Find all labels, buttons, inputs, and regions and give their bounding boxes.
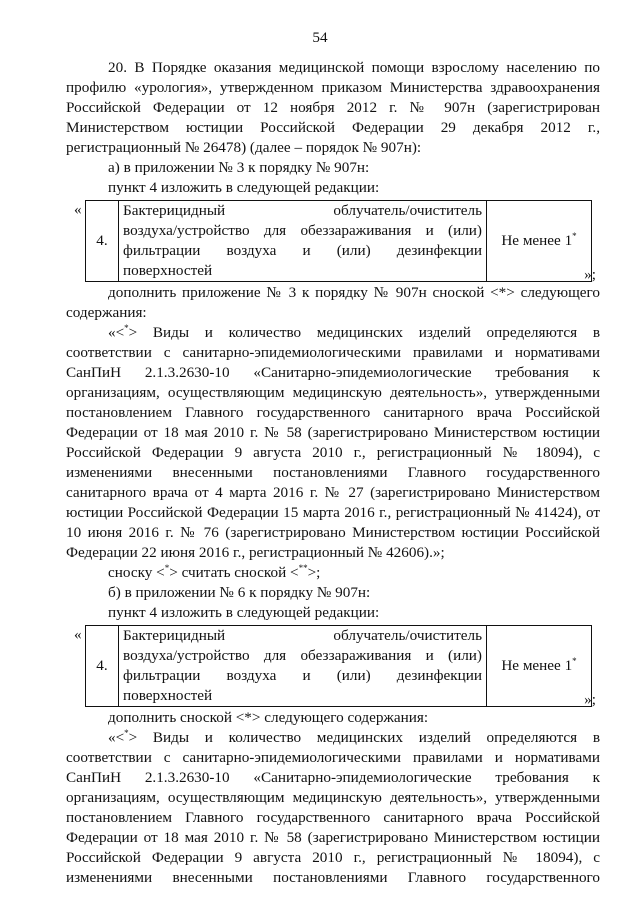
quantity-value: Не менее 1	[501, 232, 573, 249]
amendment-table-a	[66, 200, 600, 282]
item-4-intro-b: пункт 4 изложить в следующей редакции:	[108, 604, 380, 621]
table-b	[85, 625, 592, 707]
subparagraph-a: а) в приложении № 3 к порядку № 907н:	[108, 159, 370, 176]
table-a-quote-open: «	[74, 201, 82, 218]
amendment-table-b	[66, 625, 600, 707]
description-line: Бактерицидный облучатель/очиститель	[123, 627, 482, 644]
description-line: воздуха/устройство для обеззараживания и (или)	[123, 222, 482, 239]
item-4-intro-a: пункт 4 изложить в следующей редакции:	[108, 179, 380, 196]
table-row	[86, 626, 592, 707]
item-description	[119, 626, 487, 707]
subparagraph-b: б) в приложении № 6 к порядку № 907н:	[108, 584, 371, 601]
description-line: Бактерицидный облучатель/очиститель	[123, 202, 482, 219]
row-number: 4.	[86, 201, 119, 282]
footnote-b-text: «<*> Виды и количество медицинских изделий определяются в соответствии с санитарно-эпидемиологическими правилами и нормативами СанПиН 2.1.3.2630-10 «Санитарно-эпидемиологические требования к организациям, осуществляющим медицинскую деятельность», утвержденными постановлением Главного государственного санитарного врача Российской Федерации от 18 мая 2010 г. № 58 (зарегистрировано Министерством юстиции Российской Федерации 9 августа 2010 г., регистрационный № 18094), с изменениями внесенными постановлениями Главного государственного	[66, 727, 600, 886]
table-b-quote-close: »;	[584, 691, 596, 708]
renumber-footnote: сноску <*> считать сноской <**>;	[108, 562, 321, 581]
document-body	[66, 58, 600, 888]
quantity-cell	[487, 626, 592, 707]
footnote-mark: *	[572, 230, 577, 241]
description-line: поверхностей	[123, 262, 213, 279]
table-row	[86, 201, 592, 282]
row-number: 4.	[86, 626, 119, 707]
add-footnote-b: дополнить сноской <*> следующего содержания:	[108, 709, 429, 726]
quantity-value: Не менее 1	[501, 657, 573, 674]
description-line: фильтрации воздуха и (или) дезинфекции	[123, 242, 482, 259]
description-line: фильтрации воздуха и (или) дезинфекции	[123, 667, 482, 684]
add-footnote-a: дополнить приложение № 3 к порядку № 907н сноской <*> следующего содержания:	[66, 284, 600, 321]
paragraph-20: 20. В Порядке оказания медицинской помощи взрослому населению по профилю «урология», утвержденном приказом Министерства здравоохранения Российской Федерации от 12 ноября 2012 г. № 907н (зарегистрирован Министерством юстиции Российской Федерации 29 декабря 2012 г., регистрационный № 26478) (далее – порядок № 907н):	[66, 59, 600, 156]
table-b-quote-open: «	[74, 626, 82, 643]
description-line: воздуха/устройство для обеззараживания и (или)	[123, 647, 482, 664]
footnote-a-text: «<*> Виды и количество медицинских изделий определяются в соответствии с санитарно-эпидемиологическими правилами и нормативами СанПиН 2.1.3.2630-10 «Санитарно-эпидемиологические требования к организациям, осуществляющим медицинскую деятельность», утвержденными постановлением Главного государственного санитарного врача Российской Федерации от 18 мая 2010 г. № 58 (зарегистрировано Министерством юстиции Российской Федерации 9 августа 2010 г., регистрационный № 18094), с изменениями внесенными постановлениями Главного государственного санитарного врача от 4 марта 2016 г. № 27 (зарегистрировано Министерством юстиции Российской Федерации 15 марта 2016 г., регистрационный № 41424), от 10 июня 2016 г. № 76 (зарегистрировано Министерством юстиции Российской Федерации 22 июня 2016 г., регистрационный № 42606).»;	[66, 322, 600, 561]
page-number: 54	[312, 29, 328, 46]
description-line: поверхностей	[123, 687, 213, 704]
table-a-quote-close: »;	[584, 266, 596, 283]
item-description	[119, 201, 487, 282]
footnote-mark: *	[572, 655, 577, 666]
table-a	[85, 200, 592, 282]
quantity-cell	[487, 201, 592, 282]
